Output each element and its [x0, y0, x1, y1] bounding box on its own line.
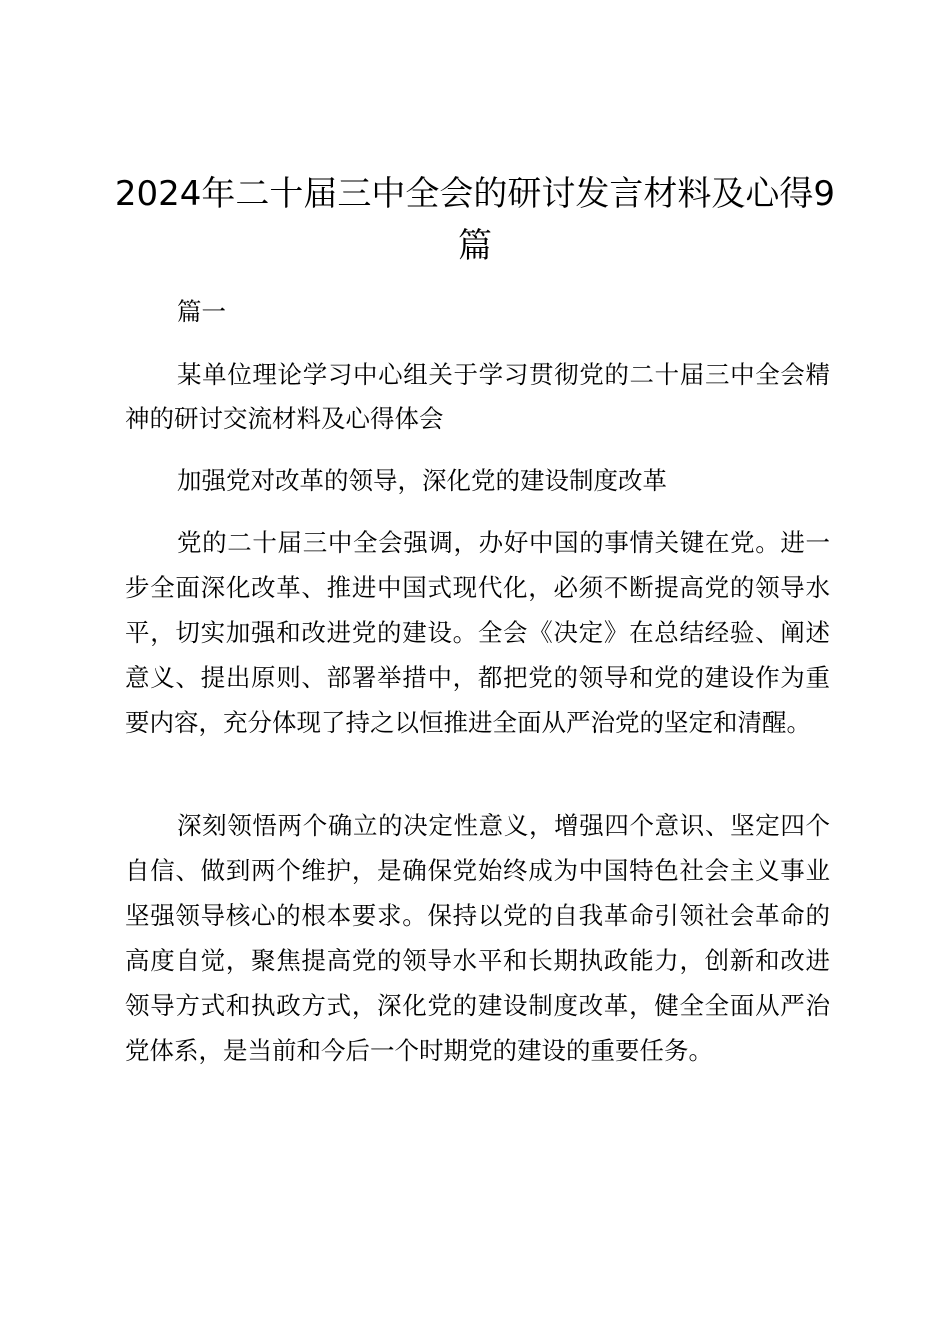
intro-paragraph: 某单位理论学习中心组关于学习贯彻党的二十届三中全会精神的研讨交流材料及心得体会 [125, 360, 830, 433]
body-paragraph-2: 深刻领悟两个确立的决定性意义，增强四个意识、坚定四个自信、做到两个维护，是确保党始终成为中国特色社会主义事业坚强领导核心的根本要求。保持以党的自我革命引领社会革命的高度自觉，聚焦提高党的领导水平和长期执政能力，创新和改进领导方式和执政方式，深化党的建设制度改革，健全全面从严治党体系，是当前和今后一个时期党的建设的重要任务。 [125, 811, 830, 1065]
section-heading: 篇一 [177, 297, 226, 326]
body-paragraph-1: 党的二十届三中全会强调，办好中国的事情关键在党。进一步全面深化改革、推进中国式现代化，必须不断提高党的领导水平，切实加强和改进党的建设。全会《决定》在总结经验、阐述意义、提出原则、部署举措中，都把党的领导和党的建设作为重要内容，充分体现了持之以恒推进全面从严治党的坚定和清醒。 [125, 528, 830, 737]
subtitle-paragraph: 加强党对改革的领导，深化党的建设制度改革 [177, 466, 667, 495]
document-title: 2024年二十届三中全会的研讨发言材料及心得9篇 [114, 174, 836, 266]
